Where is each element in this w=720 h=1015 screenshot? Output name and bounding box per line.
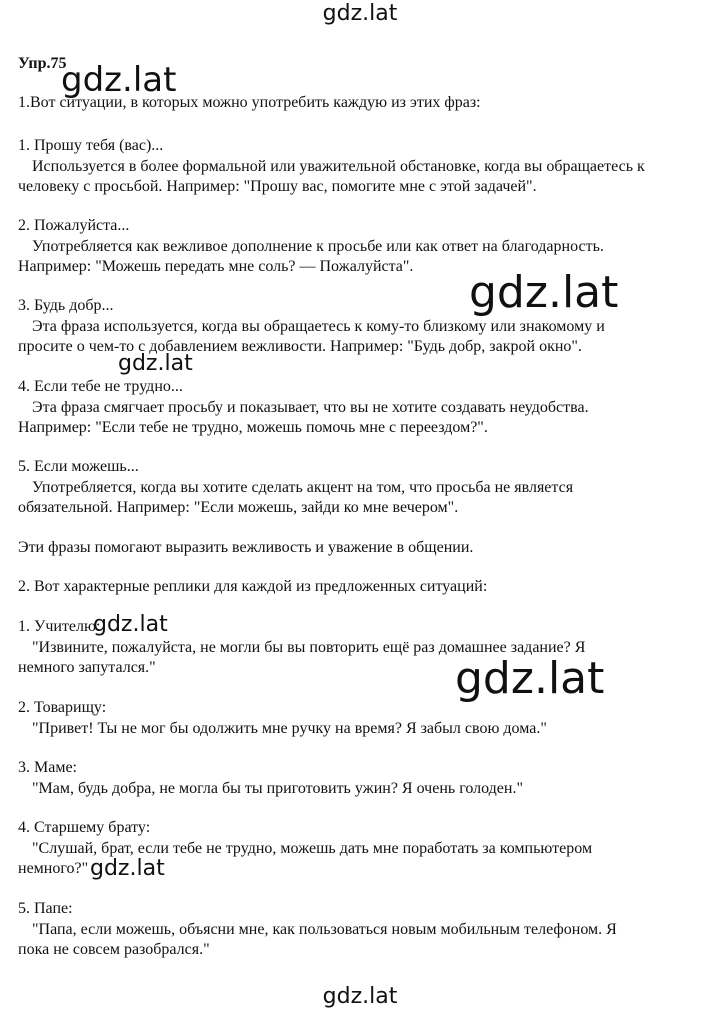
- phrase-1-heading: 1. Прошу тебя (вас)...: [18, 137, 164, 154]
- phrase-2-line-1: Употребляется как вежливое дополнение к просьбе или как ответ на благодарность.: [32, 238, 604, 255]
- phrase-1-line-1: Используется в более формальной или уважительной обстановке, когда вы обращаетесь к: [32, 158, 645, 175]
- reply-5-line-2: пока не совсем разобрался.": [18, 941, 210, 958]
- watermark-e: gdz.lat: [455, 653, 605, 704]
- reply-2-line-1: "Привет! Ты не мог бы одолжить мне ручку на время? Я забыл свою дома.": [32, 720, 547, 737]
- watermark-top: gdz.lat: [322, 1, 398, 26]
- reply-3-line-1: "Мам, будь добра, не могла бы ты приготовить ужин? Я очень голоден.": [32, 780, 523, 797]
- phrase-5-heading: 5. Если можешь...: [18, 458, 139, 475]
- phrase-1-line-2: человеку с просьбой. Например: "Прошу вас, помогите мне с этой задачей".: [18, 178, 537, 195]
- phrase-5-line-2: обязательной. Например: "Если можешь, зайди ко мне вечером".: [18, 499, 459, 516]
- watermark-c: gdz.lat: [118, 351, 193, 376]
- reply-2-heading: 2. Товарищу:: [18, 699, 107, 716]
- reply-3-heading: 3. Маме:: [18, 759, 77, 776]
- watermark-a: gdz.lat: [61, 60, 177, 100]
- reply-1-heading: 1. Учителю:: [18, 618, 101, 635]
- reply-4-line-1: "Слушай, брат, если тебе не трудно, можешь дать мне поработать за компьютером: [32, 840, 593, 857]
- phrase-2-line-2: Например: "Можешь передать мне соль? — Пожалуйста".: [18, 258, 414, 275]
- phrase-2-heading: 2. Пожалуйста...: [18, 217, 130, 234]
- part1-intro: 1.Вот ситуации, в которых можно употребить каждую из этих фраз:: [18, 94, 481, 111]
- watermark-b: gdz.lat: [469, 267, 619, 318]
- reply-5-line-1: "Папа, если можешь, объясни мне, как пользоваться новым мобильным телефоном. Я: [32, 921, 617, 938]
- reply-1-line-1: "Извините, пожалуйста, не могли бы вы повторить ещё раз домашнее задание? Я: [32, 639, 586, 656]
- reply-4-line-2: немного?": [18, 860, 89, 877]
- exercise-title: Упр.75: [18, 55, 67, 72]
- phrase-5-line-1: Употребляется, когда вы хотите сделать акцент на том, что просьба не является: [32, 479, 574, 496]
- phrase-3-heading: 3. Будь добр...: [18, 297, 114, 314]
- watermark-bottom: gdz.lat: [322, 984, 398, 1009]
- watermark-f: gdz.lat: [90, 856, 165, 881]
- phrase-3-line-2: просите о чем-то с добавлением вежливости. Например: "Будь добр, закрой окно".: [18, 338, 582, 355]
- watermark-d: gdz.lat: [93, 612, 168, 637]
- reply-4-heading: 4. Старшему брату:: [18, 819, 151, 836]
- phrase-4-heading: 4. Если тебе не трудно...: [18, 378, 183, 395]
- part2-intro: 2. Вот характерные реплики для каждой из предложенных ситуаций:: [18, 578, 488, 595]
- phrase-4-line-2: Например: "Если тебе не трудно, можешь помочь мне с переездом?".: [18, 419, 488, 436]
- phrase-4-line-1: Эта фраза смягчает просьбу и показывает, что вы не хотите создавать неудобства.: [32, 399, 589, 416]
- reply-5-heading: 5. Папе:: [18, 900, 73, 917]
- phrase-3-line-1: Эта фраза используется, когда вы обращаетесь к кому-то близкому или знакомому и: [32, 318, 605, 335]
- reply-1-line-2: немного запутался.": [18, 659, 156, 676]
- part1-summary: Эти фразы помогают выразить вежливость и уважение в общении.: [18, 539, 474, 556]
